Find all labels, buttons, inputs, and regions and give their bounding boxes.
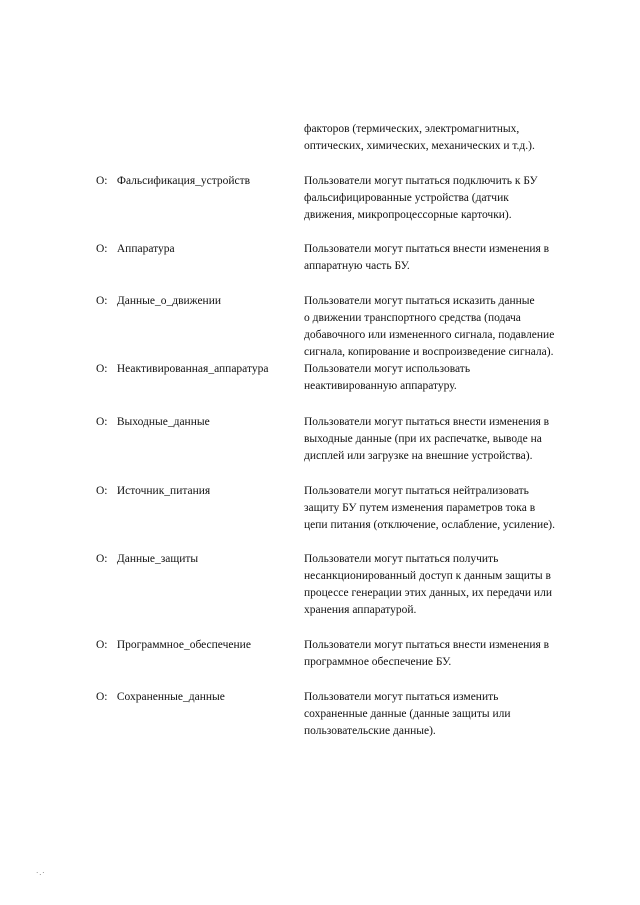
- threat-description: [304, 637, 594, 671]
- description-line: пользовательские данные).: [304, 725, 436, 737]
- threat-name: Выходные_данные: [116, 416, 210, 428]
- description-line: сигнала, копирование и воспроизведение сигнала).: [304, 346, 554, 358]
- threat-name: Фальсификация_устройств: [116, 175, 251, 187]
- threat-prefix: O:: [96, 175, 108, 187]
- threat-label: [96, 293, 296, 310]
- description-line: дисплей или загрузке на внешние устройства).: [304, 450, 533, 462]
- description-line: Пользователи могут пытаться исказить данные: [304, 295, 535, 307]
- description-line: защиту БУ путем изменения параметров тока в: [304, 502, 536, 514]
- description-line: Пользователи могут пытаться нейтрализовать: [304, 485, 529, 497]
- description-line: добавочного или измененного сигнала, подавление: [304, 329, 555, 341]
- description-line: Пользователи могут пытаться изменить: [304, 691, 499, 703]
- threat-prefix: O:: [96, 243, 108, 255]
- scan-artifact: ·.·: [36, 869, 46, 877]
- intro-text: [304, 121, 594, 155]
- description-line: Пользователи могут пытаться внести изменения в: [304, 243, 550, 255]
- description-line: неактивированную аппаратуру.: [304, 380, 457, 392]
- threat-description: [304, 241, 594, 275]
- description-line: Пользователи могут пытаться получить: [304, 553, 499, 565]
- threat-label: [96, 637, 296, 654]
- description-line: Пользователи могут использовать: [304, 363, 471, 375]
- description-line: процессе генерации этих данных, их передачи или: [304, 587, 552, 599]
- threat-description: [304, 361, 594, 395]
- threat-prefix: O:: [96, 691, 108, 703]
- intro-line: факторов (термических, электромагнитных,: [304, 123, 520, 135]
- threat-name: Данные_защиты: [116, 553, 199, 565]
- description-line: сохраненные данные (данные защиты или: [304, 708, 511, 720]
- threat-label: [96, 551, 296, 568]
- description-line: движения, микропроцессорные карточки).: [304, 209, 512, 221]
- threat-name: Данные_о_движении: [116, 295, 222, 307]
- threat-prefix: O:: [96, 553, 108, 565]
- description-line: фальсифицированные устройства (датчик: [304, 192, 509, 204]
- intro-line: оптических, химических, механических и т.д.).: [304, 140, 535, 152]
- threat-label: [96, 173, 296, 190]
- threat-description: [304, 483, 594, 534]
- description-line: цепи питания (отключение, ослабление, усиление).: [304, 519, 556, 531]
- description-line: Пользователи могут пытаться подключить к БУ: [304, 175, 538, 187]
- threat-name: Сохраненные_данные: [116, 691, 225, 703]
- threat-label: [96, 361, 296, 378]
- threat-prefix: O:: [96, 295, 108, 307]
- threat-label: [96, 689, 296, 706]
- description-line: несанкционированный доступ к данным защиты в: [304, 570, 551, 582]
- threat-description: [304, 414, 594, 465]
- description-line: аппаратную часть БУ.: [304, 260, 410, 272]
- threat-name: Неактивированная_аппаратура: [116, 363, 269, 375]
- threat-prefix: O:: [96, 416, 108, 428]
- threat-label: [96, 414, 296, 431]
- threat-description: [304, 173, 594, 224]
- description-line: о движении транспортного средства (подача: [304, 312, 521, 324]
- threat-description: [304, 293, 594, 361]
- threat-name: Программное_обеспечение: [116, 639, 251, 651]
- threat-prefix: O:: [96, 639, 108, 651]
- description-line: программное обеспечение БУ.: [304, 656, 452, 668]
- description-line: хранения аппаратурой.: [304, 604, 417, 616]
- threat-prefix: O:: [96, 363, 108, 375]
- threat-label: [96, 241, 296, 258]
- description-line: Пользователи могут пытаться внести изменения в: [304, 416, 550, 428]
- threat-label: [96, 483, 296, 500]
- threat-description: [304, 689, 594, 740]
- threat-name: Аппаратура: [116, 243, 175, 255]
- threat-description: [304, 551, 594, 619]
- threat-prefix: O:: [96, 485, 108, 497]
- description-line: Пользователи могут пытаться внести изменения в: [304, 639, 550, 651]
- description-line: выходные данные (при их распечатке, выводе на: [304, 433, 542, 445]
- threat-name: Источник_питания: [116, 485, 211, 497]
